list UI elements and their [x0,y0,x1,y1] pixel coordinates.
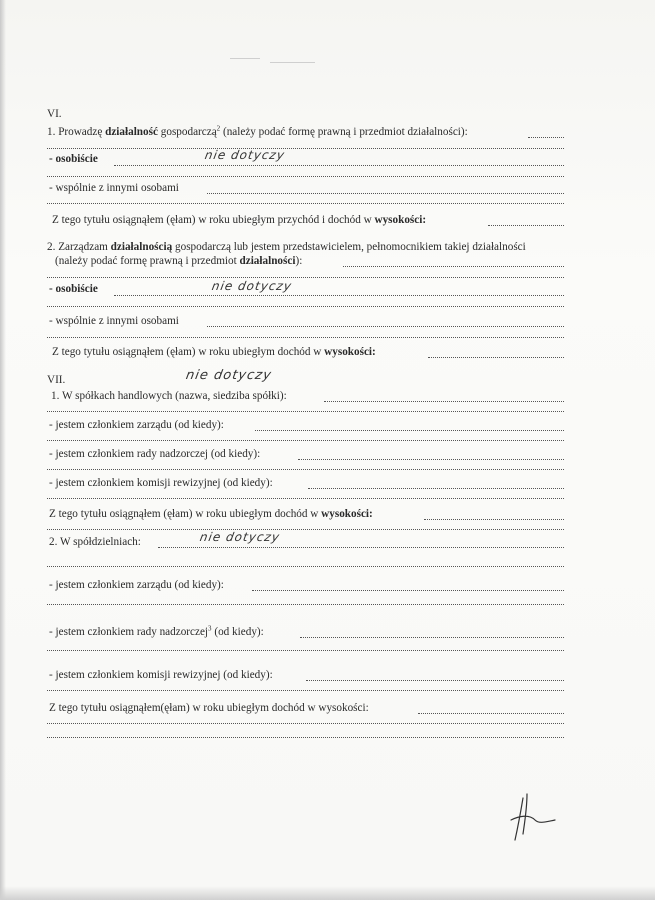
signature-initials [505,790,565,850]
fill-line [488,225,564,226]
fill-line [428,357,564,358]
vii-item1-audit-label: - jestem członkiem komisji rewizyjnej (od kiedy): [49,477,273,489]
vi-item2-income-label: Z tego tytułu osiągnąłem (ęłam) w roku ubiegłym dochód w wysokości: [52,346,376,358]
fill-line [343,266,564,267]
fill-line [47,411,564,412]
scan-artifact [230,58,260,59]
fill-line [47,176,564,177]
vi-item1-personal-handwriting: nie dotyczy [203,148,287,162]
fill-line [47,469,564,470]
vi-item1-joint-label: - wspólnie z innymi osobami [49,182,179,194]
fill-line [114,165,564,166]
vii-item2-income-label: Z tego tytułu osiągnąłem(ęłam) w roku ubiegłym dochód w wysokości: [49,702,369,714]
fill-line [47,203,564,204]
fill-line [252,590,564,591]
vi-item1-label: 1. Prowadzę działalność gospodarczą$^2$ (należy podać formę prawną i przedmiot działalności): [47,124,468,138]
fill-line [298,459,564,460]
vii-item2-handwriting: nie dotyczy [198,530,282,544]
vii-item1-label: 1. W spółkach handlowych (nazwa, siedziba spółki): [51,390,287,402]
fill-line [308,488,564,489]
fill-line [47,650,564,651]
vii-item1-income-label: Z tego tytułu osiągnąłem (ęłam) w roku ubiegłym dochód w wysokości: [49,508,373,520]
vii-handwritten-note: nie dotyczy [184,368,273,383]
fill-line [47,529,564,530]
vii-item2-supervisory-label: - jestem członkiem rady nadzorczej$^3$ (od kiedy): [49,624,264,638]
vi-item1-income-label: Z tego tytułu osiągnąłem (ęłam) w roku ubiegłym przychód i dochód w wysokości: [52,214,427,226]
fill-line [47,277,564,278]
vii-item1-supervisory-label: - jestem członkiem rady nadzorczej (od kiedy): [49,448,261,460]
scan-artifact [270,62,315,63]
section-heading-vii: VII. [47,374,66,386]
vii-item2-audit-label: - jestem członkiem komisji rewizyjnej (od kiedy): [49,669,273,681]
vii-item1-board-label: - jestem członkiem zarządu (od kiedy): [49,419,224,431]
fill-line [418,713,564,714]
fill-line [47,566,564,567]
fill-line [424,519,564,520]
fill-line [47,440,564,441]
fill-line [255,430,564,431]
fill-line [300,637,564,638]
vi-item2-personal-handwriting: nie dotyczy [210,279,294,293]
scan-edge-left [0,0,6,900]
fill-line [47,723,564,724]
fill-line [47,306,564,307]
vi-item2-line2: (należy podać formę prawną i przedmiot działalności): [55,255,303,267]
fill-line [158,547,564,548]
fill-line [47,604,564,605]
fill-line [47,337,564,338]
vii-item2-board-label: - jestem członkiem zarządu (od kiedy): [49,579,224,591]
vi-item2-joint-label: - wspólnie z innymi osobami [49,315,179,327]
fill-line [114,295,564,296]
vi-item2-personal-label: - osobiście [49,283,98,295]
section-heading-vi: VI. [47,108,62,120]
fill-line [207,326,564,327]
fill-line [207,193,564,194]
vi-item2-line1: 2. Zarządzam działalnością gospodarczą lub jestem przedstawicielem, pełnomocnikiem takiej działalności [47,241,526,253]
fill-line [306,680,564,681]
fill-line [47,690,564,691]
fill-line [47,148,564,149]
fill-line [47,737,564,738]
vi-item1-personal-label: - osobiście [49,153,98,165]
vii-item2-label: 2. W spółdzielniach: [49,536,141,548]
fill-line [324,401,564,402]
scan-edge-bottom [0,886,655,900]
fill-line [47,498,564,499]
fill-line [528,137,564,138]
